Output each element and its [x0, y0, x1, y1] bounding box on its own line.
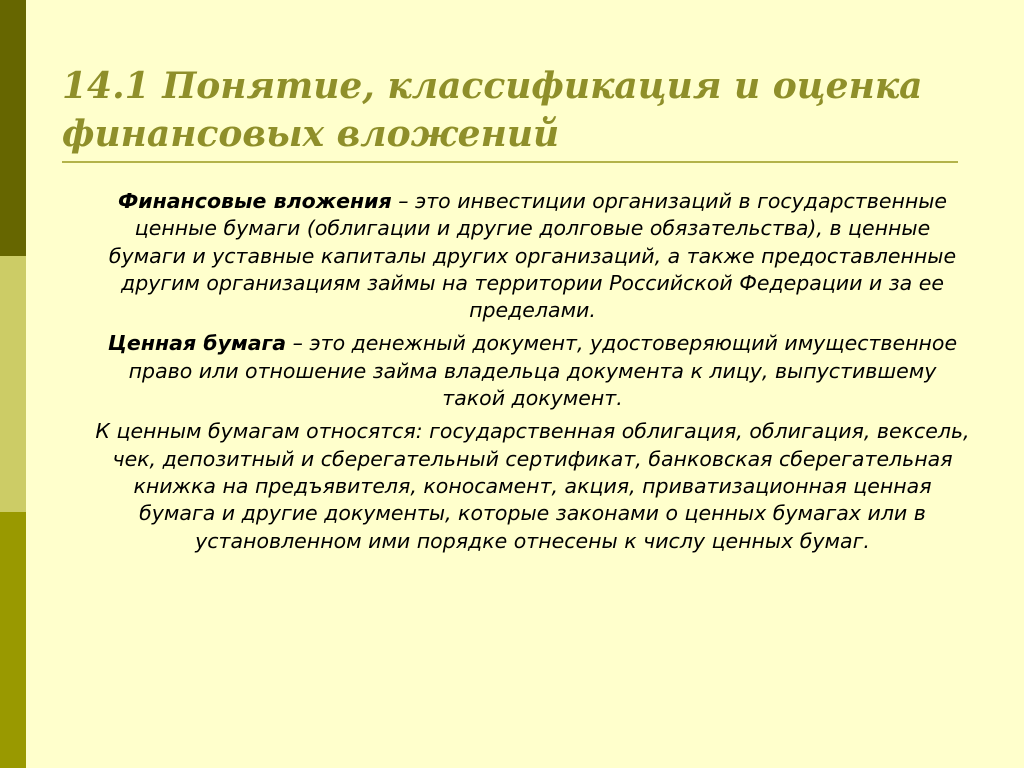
title-underline [62, 161, 958, 163]
side-band-bottom [0, 512, 26, 768]
definition-text-financial-investments: – это инвестиции организаций в государственные ценные бумаги (облигации и другие долговые обязательства), в ценные бумаги и уставные капиталы других организаций, а также предоставленные другим организациям займы на территории Российской Федерации и за ее пределами. [108, 189, 957, 323]
term-financial-investments: Финансовые вложения [117, 189, 392, 213]
slide-title: 14.1 Понятие, классификация и оценка финансовых вложений [62, 65, 923, 155]
definition-security [95, 330, 970, 412]
securities-list: К ценным бумагам относятся: государственная облигация, облигация, вексель, чек, депозитный и сберегательный сертификат, банковская сберегательная книжка на предъявителя, коносамент, акция, приватизационная ценная бумага и другие документы, которые законами о ценных бумагах или в установленном ими порядке отнесены к числу ценных бумаг. [95, 419, 970, 553]
slide-body [95, 188, 970, 555]
definition-financial-investments [95, 188, 970, 324]
definition-text-security: – это денежный документ, удостоверяющий имущественное право или отношение займа владельца документа к лицу, выпустившему такой документ. [128, 331, 958, 411]
side-band-top [0, 0, 26, 256]
term-security: Ценная бумага [107, 331, 287, 356]
side-band-middle [0, 256, 26, 512]
